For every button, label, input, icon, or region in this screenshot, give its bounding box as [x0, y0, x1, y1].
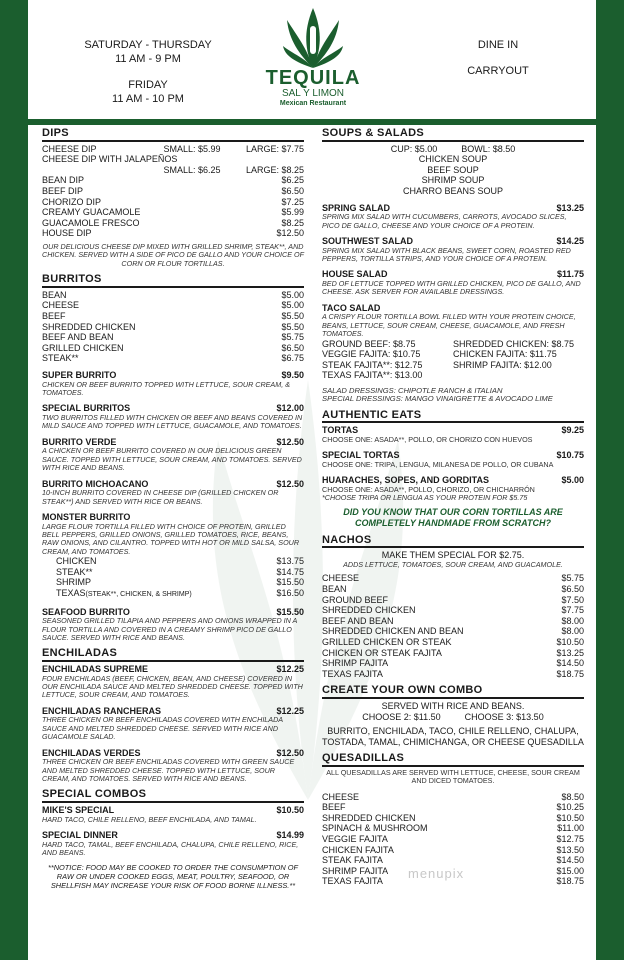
item-price: $6.25: [281, 175, 304, 186]
taco-option-row: [322, 370, 584, 381]
menu-row: [56, 577, 304, 588]
menu-row: [322, 823, 584, 834]
item-price: $10.25: [556, 802, 584, 813]
item-price-small: SMALL: $5.99: [163, 143, 221, 154]
item-name: SHREDDED CHICKEN: [322, 605, 416, 616]
taco-option: STEAK FAJITA**: $12.75: [322, 359, 423, 370]
item-price: $6.50: [561, 583, 584, 594]
item-name: SHRIMP FAJITA: [322, 658, 389, 669]
item-price: $13.25: [556, 647, 584, 658]
taco-option: [453, 370, 584, 381]
item-price: $5.50: [281, 310, 304, 321]
item-price: $12.50: [276, 228, 304, 239]
taco-salad-options: [322, 339, 584, 381]
item-name: GROUND BEEF: [322, 594, 389, 605]
menu-row: [42, 165, 304, 176]
menu-item-title: SEAFOOD BURRITO $15.50: [42, 606, 304, 617]
item-name: CHEESE DIP WITH JALAPEÑOS: [42, 154, 178, 165]
header-divider: [28, 119, 596, 125]
menu-row: [42, 218, 304, 229]
item-description: CHICKEN OR BEEF BURRITO TOPPED WITH LETTUCE, SOUR CREAM, & TOMATOES.: [42, 379, 290, 397]
brand-tagline: Mexican Restaurant: [279, 100, 347, 107]
item-price: $12.75: [556, 834, 584, 845]
taco-option: SHRIMP FAJITA: $12.00: [453, 359, 552, 370]
item-price: $18.75: [556, 876, 584, 887]
item-description: ALL QUESADILLAS ARE SERVED WITH LETTUCE, CHEESE, SOUR CREAM AND DICED TOMATOES.: [326, 767, 580, 786]
menu-row: [322, 669, 584, 680]
item-name: SPINACH & MUSHROOM: [322, 823, 428, 834]
menu-page: [28, 0, 596, 960]
item-description: 10-INCH BURRITO COVERED IN CHEESE DIP (GRILLED CHICKEN OR STEAK**) AND SERVED WITH RICE OR BEANS.: [42, 488, 279, 506]
menu-item-title: SPECIAL BURRITOS $12.00: [42, 403, 304, 414]
item-name: VEGGIE FAJITA: [322, 834, 388, 845]
combo-options-list: BURRITO, ENCHILADA, TACO, CHILE RELLENO, CHALUPA, TOSTADA, TAMAL, CHIMICHANGA, OR CHEESE QUESADILLA: [322, 726, 584, 747]
section-title-special-combos: SPECIAL COMBOS: [42, 789, 304, 803]
item-price: $13.75: [276, 556, 304, 567]
item-price: $8.25: [281, 217, 304, 228]
menu-item-title: SPRING SALAD $13.25: [322, 202, 584, 213]
soup-item: CHARRO BEANS SOUP: [402, 185, 504, 196]
hours-time-2: 11 AM - 10 PM: [112, 93, 184, 105]
section-title-quesadillas: QUESADILLAS: [322, 753, 584, 767]
menu-row: [322, 792, 584, 803]
taco-option: TEXAS FAJITA**: $13.00: [322, 370, 423, 381]
menu-row: [322, 834, 584, 845]
item-name: CREAMY GUACAMOLE: [42, 207, 141, 218]
item-description: FOUR ENCHILADAS (BEEF, CHICKEN, BEAN, AND CHEESE) COVERED IN OUR ENCHILADA SAUCE AND MELTED SHREDDED CHEESE. TOPPED WITH LETTUCE, SOUR CREAM, AND TOMATOES.: [42, 673, 303, 700]
item-price: $8.00: [561, 626, 584, 637]
item-name: BEEF: [42, 310, 66, 321]
item-description: THREE CHICKEN OR BEEF ENCHILADAS COVERED WITH ENCHILADA SAUCE AND MELTED SHREDDED CHEESE. SERVED WITH RICE AND GUACAMOLE SALAD.: [42, 715, 283, 742]
item-name: CHICKEN FAJITA: [322, 844, 394, 855]
menu-row: [42, 322, 304, 333]
item-description: *CHOOSE TRIPA OR LENGUA AS YOUR PROTEIN FOR $5.75: [322, 493, 528, 503]
menu-item-title: SPECIAL TORTAS $10.75: [322, 450, 584, 461]
menu-row: [322, 616, 584, 627]
brand-subtitle: SAL Y LIMON: [281, 88, 345, 99]
item-price: $15.00: [556, 865, 584, 876]
combo-choose-2: CHOOSE 2: $11.50: [362, 711, 441, 722]
menu-row: [42, 300, 304, 311]
item-name: CHEESE: [42, 300, 80, 311]
item-name: CHEESE DIP: [42, 143, 97, 154]
menu-row: [322, 637, 584, 648]
item-price: $6.50: [281, 185, 304, 196]
opening-hours: [68, 38, 228, 106]
menu-row: [42, 144, 304, 155]
item-name: STEAK FAJITA: [322, 855, 383, 866]
soup-bowl-price: BOWL: $8.50: [461, 143, 516, 154]
salad-dressings: SALAD DRESSINGS: CHIPOTLE RANCH & ITALIAN: [322, 385, 503, 395]
item-description: ADDS LETTUCE, TOMATOES, SOUR CREAM, AND GUACAMOLE.: [343, 559, 563, 569]
menu-row: [56, 556, 304, 567]
soup-item: BEEF SOUP: [427, 164, 479, 175]
item-description: BED OF LETTUCE TOPPED WITH GRILLED CHICKEN, PICO DE GALLO, AND CHEESE. ASK SERVER FOR AVAILABLE DRESSINGS.: [322, 278, 581, 297]
menu-item-title: TORTAS $9.25: [322, 425, 584, 436]
menu-item-title: SUPER BURRITO $9.50: [42, 369, 304, 380]
item-description: A CHICKEN OR BEEF BURRITO COVERED IN OUR DELICIOUS GREEN SAUCE. TOPPED WITH LETTUCE, SOUR CREAM, AND TOMATOES. SERVED WITH RICE AND BEANS.: [42, 446, 302, 473]
dine-in-label: DINE IN: [477, 39, 519, 51]
agave-logo-icon: [283, 6, 343, 68]
menu-row: [42, 353, 304, 364]
item-name: BEAN: [42, 289, 67, 300]
item-description: HARD TACO, TAMAL, BEEF ENCHILADA, CHALUPA, CHILE RELLENO, RICE, AND BEANS.: [42, 839, 299, 857]
section-title-soups-salads: SOUPS & SALADS: [322, 128, 584, 142]
item-name: HOUSE DIP: [42, 228, 92, 239]
handmade-tortillas-promo: DID YOU KNOW THAT OUR CORN TORTILLAS ARE COMPLETELY HANDMADE FROM SCRATCH?: [343, 506, 563, 528]
menu-item-title: HUARACHES, SOPES, AND GORDITAS $5.00: [322, 475, 584, 486]
menu-item-title: ENCHILADAS RANCHERAS $12.25: [42, 705, 304, 716]
item-description: CHOOSE ONE: TRIPA, LENGUA, MILANESA DE POLLO, OR CUBANA: [322, 459, 554, 469]
item-price: $8.00: [561, 615, 584, 626]
item-price: $7.25: [281, 196, 304, 207]
item-name: TEXAS(STEAK**, CHICKEN, & SHRIMP): [56, 587, 192, 598]
item-name: CHICKEN OR STEAK FAJITA: [322, 647, 442, 658]
item-price: $5.00: [281, 289, 304, 300]
soup-sizes: [322, 144, 584, 155]
item-name: SHREDDED CHICKEN: [42, 321, 136, 332]
nachos-list: [322, 573, 584, 679]
item-name: BEAN DIP: [42, 175, 85, 186]
food-safety-notice: **NOTICE: FOOD MAY BE COOKED TO ORDER THE CONSUMPTION OF RAW OR UNDER COOKED EGGS, MEAT, POULTRY, SEAFOOD, OR SHELLFISH MAY INCREASE YOUR RISK OF FOOD BORNE ILLNESS.**: [47, 863, 299, 891]
item-description: THREE CHICKEN OR BEEF ENCHILADAS COVERED WITH GREEN SAUCE AND MELTED SHREDDED CHEESE. TOPPED WITH LETTUCE, SOUR CREAM, AND TOMATOES. SERVED WITH RICE AND BEANS.: [42, 757, 295, 783]
nachos-special-upgrade: MAKE THEM SPECIAL FOR $2.75.: [381, 550, 525, 561]
item-note: (STEAK**, CHICKEN, & SHRIMP): [85, 590, 192, 598]
menu-row: [42, 175, 304, 186]
brand-name: TEQUILA: [265, 67, 361, 89]
menu-row: [322, 584, 584, 595]
item-name: GRILLED CHICKEN: [42, 342, 124, 353]
item-price: $5.75: [281, 332, 304, 343]
item-description: LARGE FLOUR TORTILLA FILLED WITH CHOICE OF PROTEIN, GRILLED BELL PEPPERS, GRILLED ONIONS, GRILLED TOMATOES, RICE, BEANS, RAW ONIONS, AND CILANTRO. TOPPED WITH HOT OR MILD SALSA, SOUR CREAM, AND TOMATOES.: [42, 521, 300, 556]
menupix-watermark: menupix: [408, 866, 465, 881]
item-price: $10.50: [556, 812, 584, 823]
item-name: CHORIZO DIP: [42, 196, 102, 207]
taco-option-row: [322, 339, 584, 350]
soup-cup-price: CUP: $5.00: [390, 143, 438, 154]
menu-row: [42, 207, 304, 218]
taco-option-row: [322, 349, 584, 360]
item-price: $5.00: [281, 300, 304, 311]
menu-item-title: BURRITO VERDE $12.50: [42, 436, 304, 447]
hours-days-1: SATURDAY - THURSDAY: [84, 39, 212, 51]
menu-row: [322, 658, 584, 669]
item-description: SEASONED GRILLED TILAPIA AND PEPPERS AND ONIONS WRAPPED IN A FLOUR TORTILLA AND COVERED IN A CREAMY SHRIMP PICO DE GALLO SAUCE. SERVED WITH RICE AND BEANS.: [42, 616, 298, 642]
left-column: [42, 128, 304, 890]
menu-item-title: ENCHILADAS SUPREME $12.25: [42, 663, 304, 674]
item-price: $10.50: [556, 636, 584, 647]
item-name: STEAK**: [42, 353, 79, 364]
item-price: $14.50: [556, 855, 584, 866]
item-price: $5.99: [281, 207, 304, 218]
item-price: $6.75: [281, 353, 304, 364]
taco-option-row: [322, 360, 584, 371]
menu-header: [28, 0, 596, 120]
hours-days-2: FRIDAY: [128, 79, 168, 91]
taco-option: SHREDDED CHICKEN: $8.75: [453, 338, 575, 349]
menu-row: [42, 186, 304, 197]
item-price: $14.50: [556, 658, 584, 669]
item-price: $16.50: [276, 587, 304, 598]
menu-row: [322, 802, 584, 813]
item-price: $18.75: [556, 668, 584, 679]
menu-row: [322, 626, 584, 637]
menu-row: [322, 813, 584, 824]
item-price: $7.50: [561, 594, 584, 605]
item-price: $7.75: [561, 605, 584, 616]
item-name: SHRIMP: [56, 577, 92, 588]
item-price-large: LARGE: $8.25: [245, 164, 304, 175]
soup-item: SHRIMP SOUP: [421, 175, 485, 186]
item-name: BEAN: [322, 583, 347, 594]
item-name: BEEF: [322, 802, 346, 813]
item-name: TEXAS FAJITA: [322, 876, 383, 887]
menu-row: [42, 228, 304, 239]
item-description: CHOOSE ONE: ASADA**, POLLO, CHORIZO, OR CHICHARRÓN: [322, 484, 535, 494]
item-name: GUACAMOLE FRESCO: [42, 217, 140, 228]
item-price-small: SMALL: $6.25: [163, 164, 221, 175]
burritos-list: [42, 290, 304, 364]
item-name: TEXAS FAJITA: [322, 668, 383, 679]
taco-option: VEGGIE FAJITA: $10.75: [322, 349, 421, 360]
combo-choose-3: CHOOSE 3: $13.50: [464, 711, 544, 722]
menu-row: [42, 290, 304, 301]
section-title-burritos: BURRITOS: [42, 274, 304, 288]
monster-options: [42, 556, 304, 600]
taco-option: GROUND BEEF: $8.75: [322, 338, 416, 349]
section-title-create-combo: CREATE YOUR OWN COMBO: [322, 685, 584, 699]
menu-item-title: BURRITO MICHOACANO $12.50: [42, 478, 304, 489]
special-dressings: SPECIAL DRESSINGS: MANGO VINAIGRETTE & AVOCADO LIME: [322, 394, 553, 404]
menu-row: [56, 567, 304, 578]
section-title-nachos: NACHOS: [322, 535, 584, 549]
menu-row: [322, 845, 584, 856]
item-price: $8.50: [561, 791, 584, 802]
section-title-authentic-eats: AUTHENTIC EATS: [322, 410, 584, 424]
item-price: $5.50: [281, 321, 304, 332]
item-description: TWO BURRITOS FILLED WITH CHICKEN OR BEEF AND BEANS COVERED IN MILD SAUCE AND TOPPED WITH LETTUCE, GUACAMOLE, AND TOMATOES.: [42, 412, 303, 431]
carryout-label: CARRYOUT: [467, 65, 529, 77]
item-description: OUR DELICIOUS CHEESE DIP MIXED WITH GRILLED SHRIMP, STEAK**, AND CHICKEN. SERVED WITH A SIDE OF PICO DE GALLO AND YOUR CHOICE OF CORN OR FLOUR TORTILLAS.: [42, 241, 304, 268]
item-name: STEAK**: [56, 566, 93, 577]
item-description: CHOOSE ONE: ASADA**, POLLO, OR CHORIZO CON HUEVOS: [322, 434, 533, 444]
menu-row: [42, 197, 304, 208]
menu-row: [322, 595, 584, 606]
menu-item-title: SOUTHWEST SALAD $14.25: [322, 235, 584, 246]
restaurant-logo: [248, 6, 378, 118]
item-name: SHREDDED CHICKEN AND BEAN: [322, 626, 464, 637]
item-price: $11.00: [557, 823, 584, 834]
service-options: [448, 38, 548, 90]
soup-list: [322, 154, 584, 196]
combo-prices: [322, 712, 584, 723]
menu-item-title: SPECIAL DINNER $14.99: [42, 829, 304, 840]
item-name: SHRIMP FAJITA: [322, 865, 389, 876]
menu-row: [322, 605, 584, 616]
hours-time-1: 11 AM - 9 PM: [115, 53, 181, 65]
menu-row: [322, 855, 584, 866]
soup-item: CHICKEN SOUP: [418, 154, 488, 165]
item-name: CHICKEN: [56, 556, 97, 567]
item-price: $13.50: [556, 844, 584, 855]
menu-row: [56, 588, 304, 601]
item-description: A CRISPY FLOUR TORTILLA BOWL FILLED WITH YOUR PROTEIN CHOICE, BEANS, LETTUCE, SOUR CREAM, CHEESE, GUACAMOLE, AND FRESH TOMATOES.: [322, 312, 576, 339]
item-name: CHEESE: [322, 791, 360, 802]
combo-served-with: SERVED WITH RICE AND BEANS.: [381, 700, 525, 711]
item-price-large: LARGE: $7.75: [245, 143, 304, 154]
menu-item-title: MIKE'S SPECIAL $10.50: [42, 804, 304, 815]
menu-row: [42, 343, 304, 354]
item-description: HARD TACO, CHILE RELLENO, BEEF ENCHILADA, AND TAMAL.: [42, 814, 257, 824]
menu-row: [322, 648, 584, 659]
item-description: SPRING MIX SALAD WITH CUCUMBERS, CARROTS, AVOCADO SLICES, PICO DE GALLO, CHEESE AND YOUR CHOICE OF A PROTEIN.: [322, 212, 567, 230]
item-name: SHREDDED CHICKEN: [322, 812, 416, 823]
menu-item-title: ENCHILADAS VERDES $12.50: [42, 747, 304, 758]
item-price: $5.75: [561, 573, 584, 584]
item-price: $6.50: [281, 342, 304, 353]
menu-item-title: HOUSE SALAD $11.75: [322, 269, 584, 280]
right-column: [322, 128, 584, 887]
item-name: CHEESE: [322, 573, 360, 584]
item-name: BEEF DIP: [42, 185, 84, 196]
item-name: BEEF AND BEAN: [322, 615, 394, 626]
section-title-enchiladas: ENCHILADAS: [42, 648, 304, 662]
section-title-dips: DIPS: [42, 128, 304, 142]
item-price: $14.75: [276, 566, 304, 577]
menu-row: [42, 332, 304, 343]
dips-list: [42, 175, 304, 239]
item-description: SPRING MIX SALAD WITH BLACK BEANS, SWEET CORN, ROASTED RED PEPPERS, TORTILLA STRIPS, AND YOUR CHOICE OF A PROTEIN.: [322, 245, 571, 263]
menu-row: [322, 573, 584, 584]
item-name: BEEF AND BEAN: [42, 332, 114, 343]
menu-item-title: TACO SALAD: [322, 302, 381, 313]
item-price: $15.50: [276, 577, 304, 588]
menu-item-title: MONSTER BURRITO: [42, 511, 131, 522]
item-name: GRILLED CHICKEN OR STEAK: [322, 636, 452, 647]
menu-row: [42, 311, 304, 322]
taco-option: CHICKEN FAJITA: $11.75: [453, 349, 557, 360]
